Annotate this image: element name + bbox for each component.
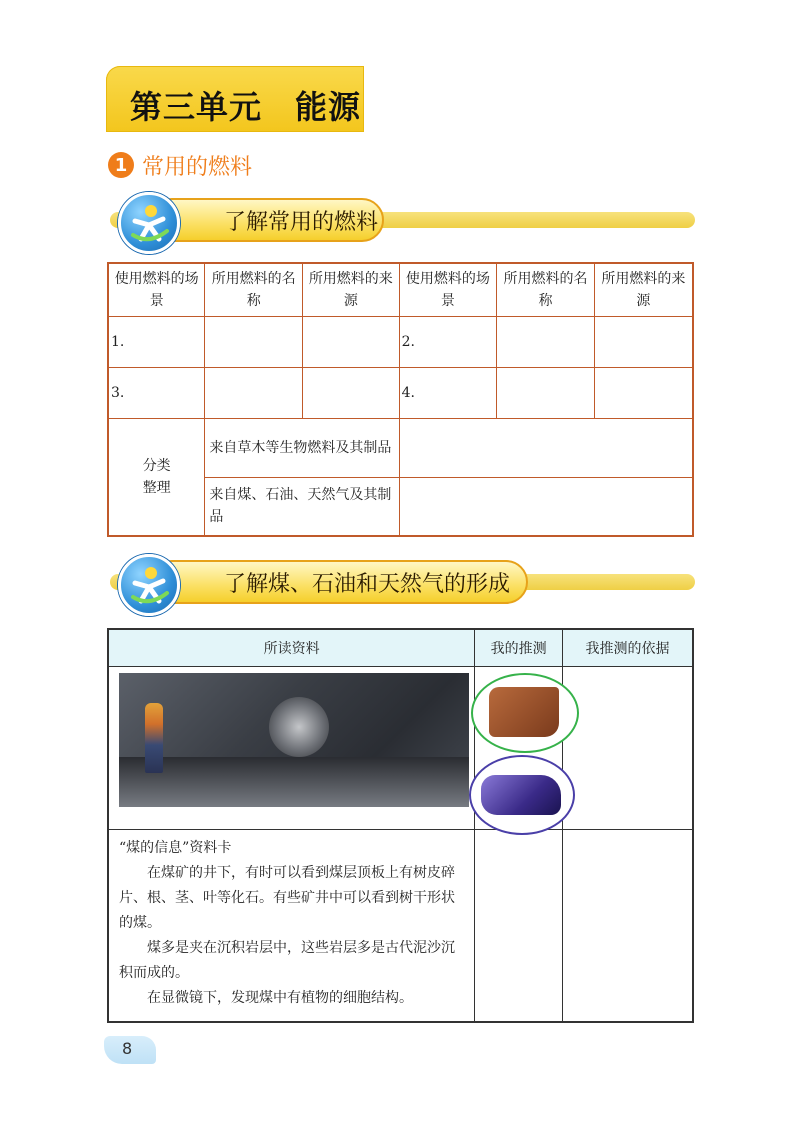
answer-cell [399, 419, 693, 478]
coal-mine-photo [119, 673, 469, 807]
header-cell: 所读资料 [108, 629, 475, 667]
coal-formation-table [107, 628, 694, 1023]
section-heading-1 [150, 198, 384, 242]
answer-cell [475, 830, 563, 1023]
section-heading-2 [150, 560, 528, 604]
activity-icon [118, 554, 180, 616]
table-header-row [108, 629, 693, 667]
answer-cell [562, 667, 693, 830]
table-row [108, 830, 693, 1023]
lesson-heading [108, 150, 252, 180]
row-number: 1. [108, 317, 205, 368]
row-number: 3. [108, 368, 205, 419]
card-title: “煤的信息”资料卡 [119, 840, 232, 856]
row-number: 2. [399, 317, 497, 368]
answer-cell [594, 368, 693, 419]
activity-icon [118, 192, 180, 254]
card-paragraph: 煤多是夹在沉积岩层中，这些岩层多是古代泥沙沉积而成的。 [119, 940, 455, 981]
answer-cell [497, 368, 595, 419]
header-cell: 所用燃料的来源 [303, 263, 400, 317]
coal-sample-photo [469, 755, 575, 835]
unit-title: 第三单元 能源 [130, 88, 362, 126]
info-card [108, 830, 475, 1023]
answer-cell [497, 317, 595, 368]
header-cell: 我的推测 [475, 629, 563, 667]
answer-cell [562, 830, 693, 1023]
classify-item: 来自草木等生物燃料及其制品 [205, 419, 399, 478]
answer-cell [303, 317, 400, 368]
fossil-rock-photo [471, 673, 579, 753]
answer-cell [205, 368, 303, 419]
table-header-row [108, 263, 693, 317]
card-paragraph: 在显微镜下，发现煤中有植物的细胞结构。 [147, 990, 413, 1006]
header-cell: 我推测的依据 [562, 629, 693, 667]
answer-cell [303, 368, 400, 419]
lesson-number: 1 [108, 152, 134, 178]
table-row [108, 368, 693, 419]
table-row [108, 317, 693, 368]
section-title-2: 了解煤、石油和天然气的形成 [224, 571, 511, 597]
classify-label: 分类整理 [108, 419, 205, 536]
header-cell: 使用燃料的场景 [108, 263, 205, 317]
header-cell: 所用燃料的来源 [594, 263, 693, 317]
table-row [108, 419, 693, 478]
card-paragraph: 在煤矿的井下，有时可以看到煤层顶板上有树皮碎片、根、茎、叶等化石。有些矿井中可以看到树干形状的煤。 [119, 865, 455, 931]
answer-cell [594, 317, 693, 368]
lesson-title: 常用的燃料 [142, 154, 253, 180]
header-cell: 所用燃料的名称 [205, 263, 303, 317]
photo-cell [108, 667, 475, 830]
fuel-usage-table [107, 262, 694, 537]
classify-item: 来自煤、石油、天然气及其制品 [205, 478, 399, 536]
section-title-1: 了解常用的燃料 [224, 209, 379, 235]
row-number: 4. [399, 368, 497, 419]
header-cell: 使用燃料的场景 [399, 263, 497, 317]
table-row [108, 667, 693, 830]
answer-cell [205, 317, 303, 368]
answer-cell [399, 478, 693, 536]
page-number: 8 [122, 1039, 133, 1058]
header-cell: 所用燃料的名称 [497, 263, 595, 317]
